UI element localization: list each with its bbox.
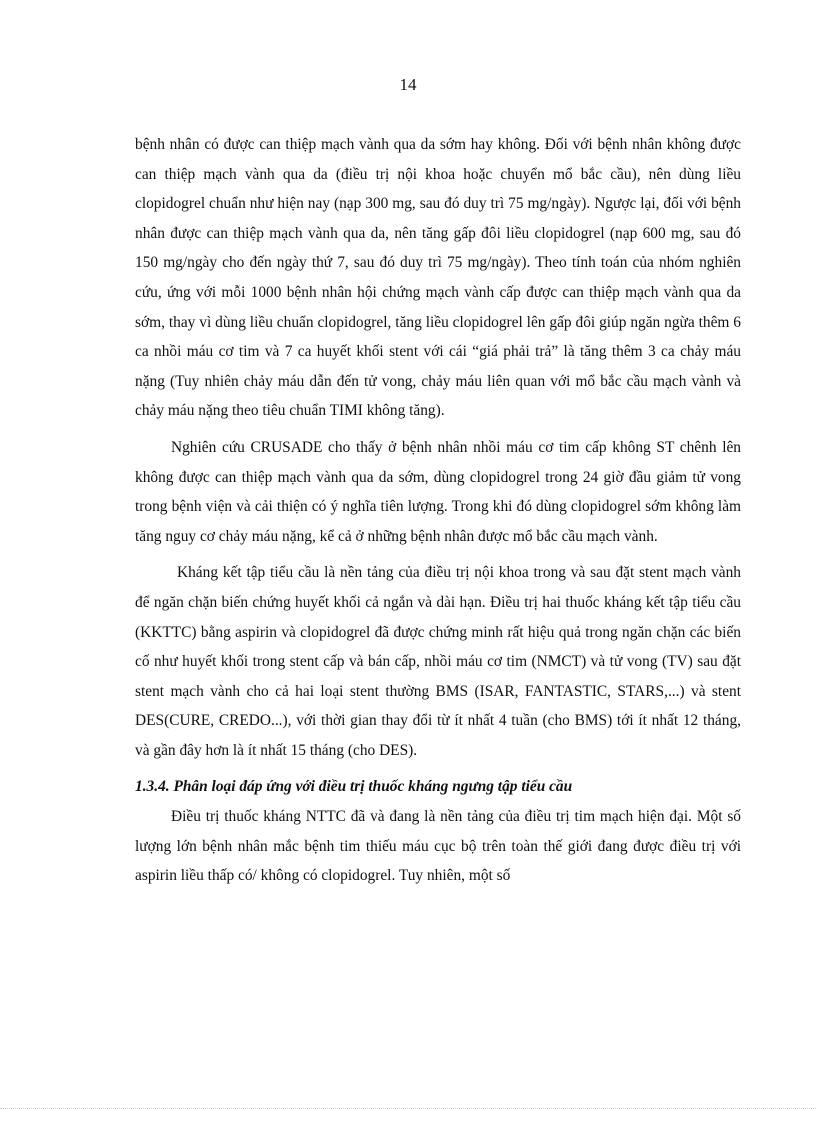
paragraph-antiplatelet-therapy: Điều trị thuốc kháng NTTC đã và đang là nền tảng của điều trị tim mạch hiện đại. Một số lượng lớn bệnh nhân mắc bệnh tim thiếu máu cục bộ trên toàn thế giới đang được điều trị với aspirin liều thấp có/ không có clopidogrel. Tuy nhiên, một số <box>135 808 741 885</box>
paragraph-crusade-study: Nghiên cứu CRUSADE cho thấy ở bệnh nhân nhồi máu cơ tim cấp không ST chênh lên không được can thiệp mạch vành qua da sớm, dùng clopidogrel trong 24 giờ đầu giảm tử vong trong bệnh viện và cải thiện có ý nghĩa tiên lượng. Trong khi đó dùng clopidogrel sớm không làm tăng nguy cơ chảy máu nặng, kể cả ở những bệnh nhân được mổ bắc cầu mạch vành. <box>135 438 741 545</box>
paragraph-antiplatelet-stent: Kháng kết tập tiểu cầu là nền tảng của điều trị nội khoa trong và sau đặt stent mạch vành để ngăn chặn biến chứng huyết khối cả ngắn và dài hạn. Điều trị hai thuốc kháng kết tập tiểu cầu (KKTTC) bằng aspirin và clopidogrel đã được chứng minh rất hiệu quả trong ngăn chặn các biến cố như huyết khối trong stent cấp và bán cấp, nhồi máu cơ tim (NMCT) và tử vong (TV) sau đặt stent mạch vành cho cả hai loại stent thường BMS (ISAR, FANTASTIC, STARS,...) và stent DES(CURE, CREDO...), với thời gian thay đổi từ ít nhất 4 tuần (cho BMS) tới ít nhất 12 tháng, và gần đây hơn là ít nhất 15 tháng (cho DES). <box>135 564 741 759</box>
body-text <box>135 130 741 891</box>
page-number: 14 <box>399 75 417 94</box>
footer-divider <box>0 1108 816 1109</box>
section-heading: 1.3.4. Phân loại đáp ứng với điều trị thuốc kháng ngưng tập tiểu cầu <box>135 778 573 796</box>
paragraph-clopidogrel-dosing: bệnh nhân có được can thiệp mạch vành qua da sớm hay không. Đối với bệnh nhân không được can thiệp mạch vành qua da (điều trị nội khoa hoặc chuyển mổ bắc cầu), nên dùng liều clopidogrel chuẩn như hiện nay (nạp 300 mg, sau đó duy trì 75 mg/ngày). Ngược lại, đối với bệnh nhân được can thiệp mạch vành qua da, nên tăng gấp đôi liều clopidogrel (nạp 600 mg, sau đó 150 mg/ngày cho đến ngày thứ 7, sau đó duy trì 75 mg/ngày). Theo tính toán của nhóm nghiên cứu, ứng với mỗi 1000 bệnh nhân hội chứng mạch vành cấp được can thiệp mạch vành qua da sớm, thay vì dùng liều chuẩn clopidogrel, tăng liều clopidogrel lên gấp đôi giúp ngăn ngừa thêm 6 ca nhồi máu cơ tim và 7 ca huyết khối stent với cái “giá phải trả” là tăng thêm 3 ca chảy máu nặng (Tuy nhiên chảy máu dẫn đến tử vong, chảy máu liên quan với mổ bắc cầu mạch vành và chảy máu nặng theo tiêu chuẩn TIMI không tăng). <box>135 136 741 420</box>
